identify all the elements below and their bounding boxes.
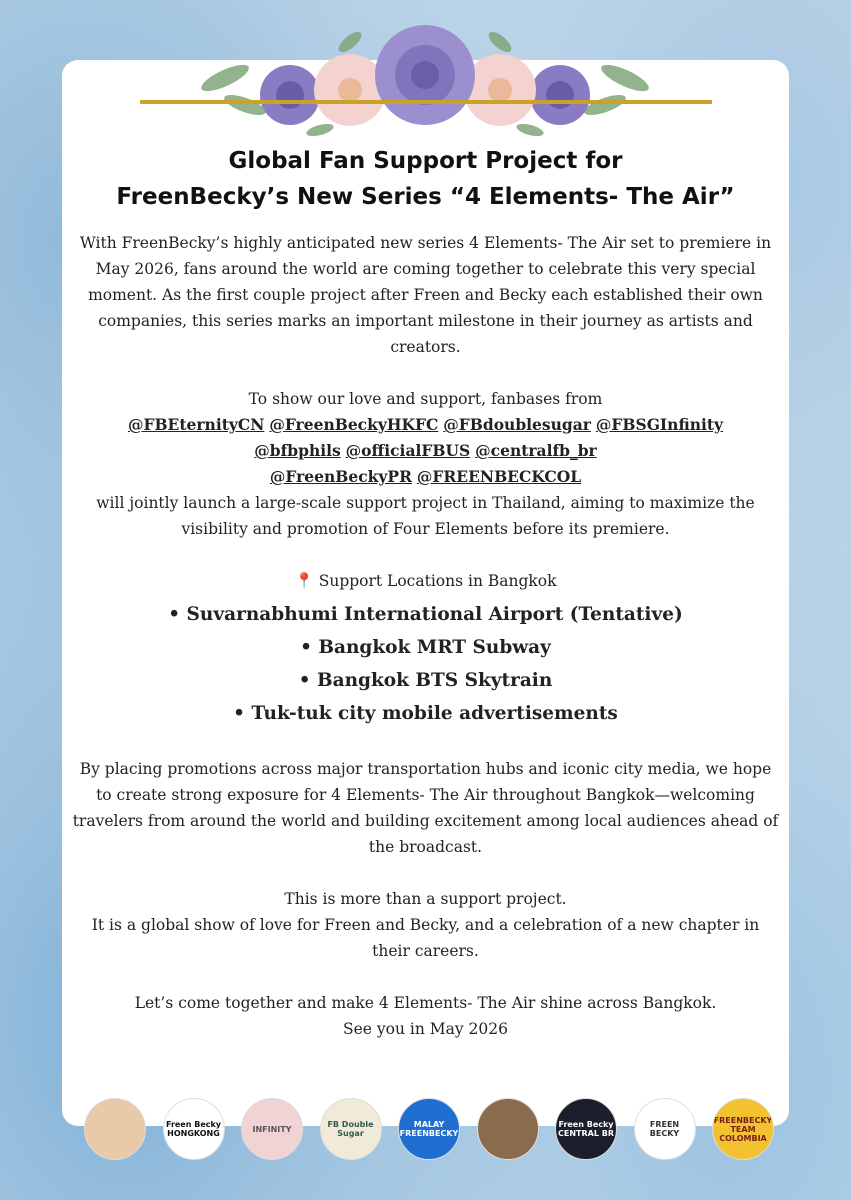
handle-link[interactable]: @FBEternityCN: [127, 415, 265, 434]
title-line-2: FreenBecky’s New Series “4 Elements- The Air”: [116, 184, 735, 210]
fanbase-logo: Freen Becky CENTRAL BR: [555, 1098, 617, 1160]
handle-link[interactable]: @FBSGInfinity: [595, 415, 724, 434]
locations-heading: 📍 Support Locations in Bangkok: [294, 572, 557, 590]
fanbase-logo: MALAY FREENBECKY: [398, 1098, 460, 1160]
location-item: • Tuk-tuk city mobile advertisements: [233, 703, 618, 724]
exposure-paragraph: By placing promotions across major transportation hubs and iconic city media, we hope to create strong exposure for 4 Elements- The Air throughout Bangkok—welcoming travelers from around the world and building excitement among local audiences ahead of the broadcast.: [72, 760, 779, 856]
handle-link[interactable]: @officialFBUS: [345, 441, 471, 460]
more-line-2: It is a global show of love for Freen and Becky, and a celebration of a new chapter in their careers.: [91, 916, 760, 960]
more-line-1: This is more than a support project.: [284, 890, 567, 908]
location-item: • Bangkok BTS Skytrain: [298, 670, 553, 691]
handle-link[interactable]: @FreenBeckyHKFC: [269, 415, 439, 434]
handle-link[interactable]: @FBdoublesugar: [443, 415, 591, 434]
handle-link[interactable]: @bfbphils: [254, 441, 341, 460]
fanbase-logo: [477, 1098, 539, 1160]
location-item: • Bangkok MRT Subway: [300, 637, 551, 658]
pin-icon: 📍: [294, 572, 314, 590]
closing-line-2: See you in May 2026: [343, 1020, 508, 1038]
fanbase-logo: FREENBECKY TEAM COLOMBIA: [712, 1098, 774, 1160]
handle-link[interactable]: @FREENBECKCOL: [416, 467, 582, 486]
fanbase-logo: FREEN BECKY: [634, 1098, 696, 1160]
handle-link[interactable]: @centralfb_br: [475, 441, 597, 460]
locations-list: [72, 598, 779, 730]
fanbase-logo: FB Double Sugar: [320, 1098, 382, 1160]
fanbase-logo: Freen Becky HONGKONG: [163, 1098, 225, 1160]
page-title: [62, 143, 789, 215]
handle-link[interactable]: @FreenBeckyPR: [269, 467, 412, 486]
floral-decoration: [200, 20, 650, 145]
body-content: [72, 230, 779, 1042]
gold-divider: [140, 100, 712, 104]
intro-paragraph: With FreenBecky’s highly anticipated new series 4 Elements- The Air set to premiere in May 2026, fans around the world are coming together to celebrate this very special moment. As the first couple project after Freen and Becky each established their own companies, this series marks an important milestone in their journey as artists and creators.: [79, 234, 772, 356]
fanbase-logo: INFINITY: [241, 1098, 303, 1160]
closing-line-1: Let’s come together and make 4 Elements- The Air shine across Bangkok.: [134, 994, 717, 1012]
fanbase-outro: will jointly launch a large-scale support project in Thailand, aiming to maximize the visibility and promotion of Four Elements before its premiere.: [96, 494, 755, 538]
fanbase-handles: [72, 412, 779, 490]
fanbase-logo: [84, 1098, 146, 1160]
fanbase-intro: To show our love and support, fanbases from: [248, 390, 603, 408]
location-item: • Suvarnabhumi International Airport (Tentative): [168, 604, 683, 625]
title-line-1: Global Fan Support Project for: [228, 148, 623, 174]
fanbase-logos-row: [84, 1098, 774, 1162]
